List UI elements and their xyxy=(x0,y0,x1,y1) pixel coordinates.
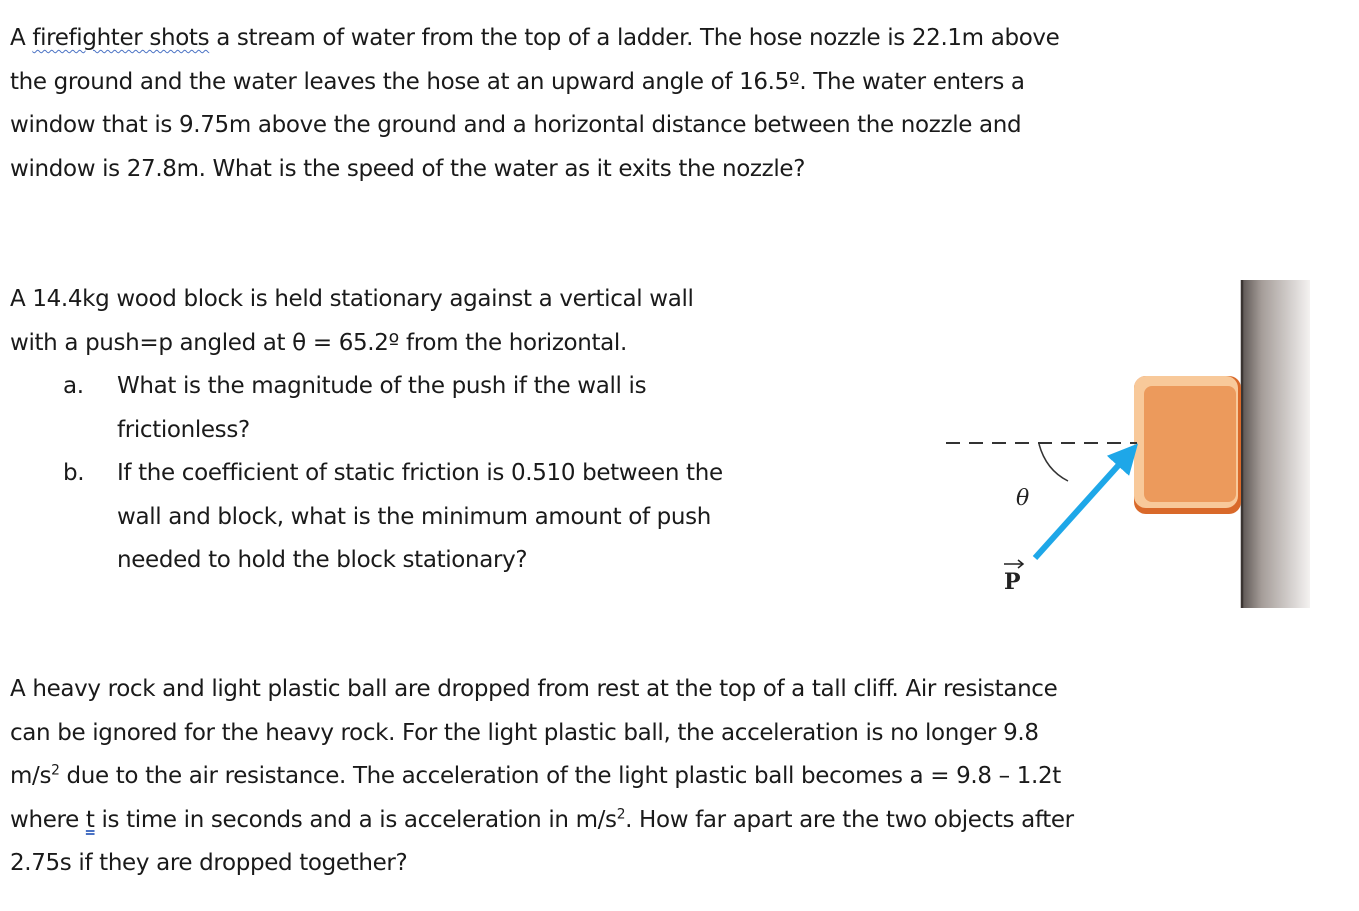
spellcheck-underlined-text[interactable]: firefighter shots xyxy=(32,25,210,51)
subquestion-b-line-2: wall and block, what is the minimum amount of push xyxy=(117,503,712,530)
grammar-underlined-text[interactable]: t xyxy=(85,806,95,833)
problem3-line-4 xyxy=(10,799,1074,843)
problem-falling-objects xyxy=(10,668,1074,886)
problem2-line-2: with a push=p angled at θ = 65.2º from the horizontal. xyxy=(10,329,627,356)
subquestion-a xyxy=(0,365,723,452)
wood-block xyxy=(1134,376,1241,514)
problem3-line-4-mid: is time in seconds and a is acceleration in m/s xyxy=(94,806,617,833)
problem3-line-4-start: where xyxy=(10,806,86,833)
problem-wood-block xyxy=(10,278,694,365)
subquestion-b-line-1: If the coefficient of static friction is 0.510 between the xyxy=(117,460,723,486)
subquestion-b-line-3: needed to hold the block stationary? xyxy=(117,547,528,573)
problem3-line-5: 2.75s if they are dropped together? xyxy=(10,850,408,876)
superscript: 2 xyxy=(51,762,60,779)
problem1-line-2: the ground and the water leaves the hose at an upward angle of 16.5º. The water enters a xyxy=(10,68,1025,95)
angle-arc xyxy=(1039,444,1068,481)
problem1-line-4: window is 27.8m. What is the speed of the water as it exits the nozzle? xyxy=(10,155,806,182)
block-wall-diagram xyxy=(930,272,1330,622)
angle-label: θ xyxy=(1016,486,1030,511)
subquestion-b xyxy=(0,452,723,583)
problem3-line-3 xyxy=(10,755,1074,799)
problem2-subquestions xyxy=(0,365,723,583)
problem2-line-1: A 14.4kg wood block is held stationary against a vertical wall xyxy=(10,286,694,312)
subquestion-a-line-1: What is the magnitude of the push if the wall is xyxy=(117,373,647,399)
problem1-line-3: window that is 9.75m above the ground and a horizontal distance between the nozzle and xyxy=(10,112,1022,138)
force-label xyxy=(1004,560,1023,595)
subquestion-a-line-2: frictionless? xyxy=(117,416,250,443)
problem3-line-2: can be ignored for the heavy rock. For the light plastic ball, the acceleration is no longer 9.8 xyxy=(10,719,1039,746)
problem3-line-4-end: . How far apart are the two objects after xyxy=(625,806,1074,833)
list-marker: a. xyxy=(63,373,84,399)
wall xyxy=(1241,280,1310,608)
problem1-first-word: A xyxy=(10,25,33,51)
problem3-line-3-rest: due to the air resistance. The acceleration of the light plastic ball becomes a = 9.8 – 1.2t xyxy=(59,763,1061,789)
problem3-line-1: A heavy rock and light plastic ball are dropped from rest at the top of a tall cliff. Air resistance xyxy=(10,676,1058,702)
units-text: m/s xyxy=(10,763,52,789)
push-arrow xyxy=(1035,448,1134,558)
force-label-text: P xyxy=(1004,569,1021,595)
problem1-line-1 xyxy=(10,17,1059,61)
problem1-line-1-rest: a stream of water from the top of a ladder. The hose nozzle is 22.1m above xyxy=(209,25,1060,51)
problem-firefighter xyxy=(10,17,1059,191)
superscript: 2 xyxy=(616,805,626,822)
list-marker: b. xyxy=(63,460,85,486)
